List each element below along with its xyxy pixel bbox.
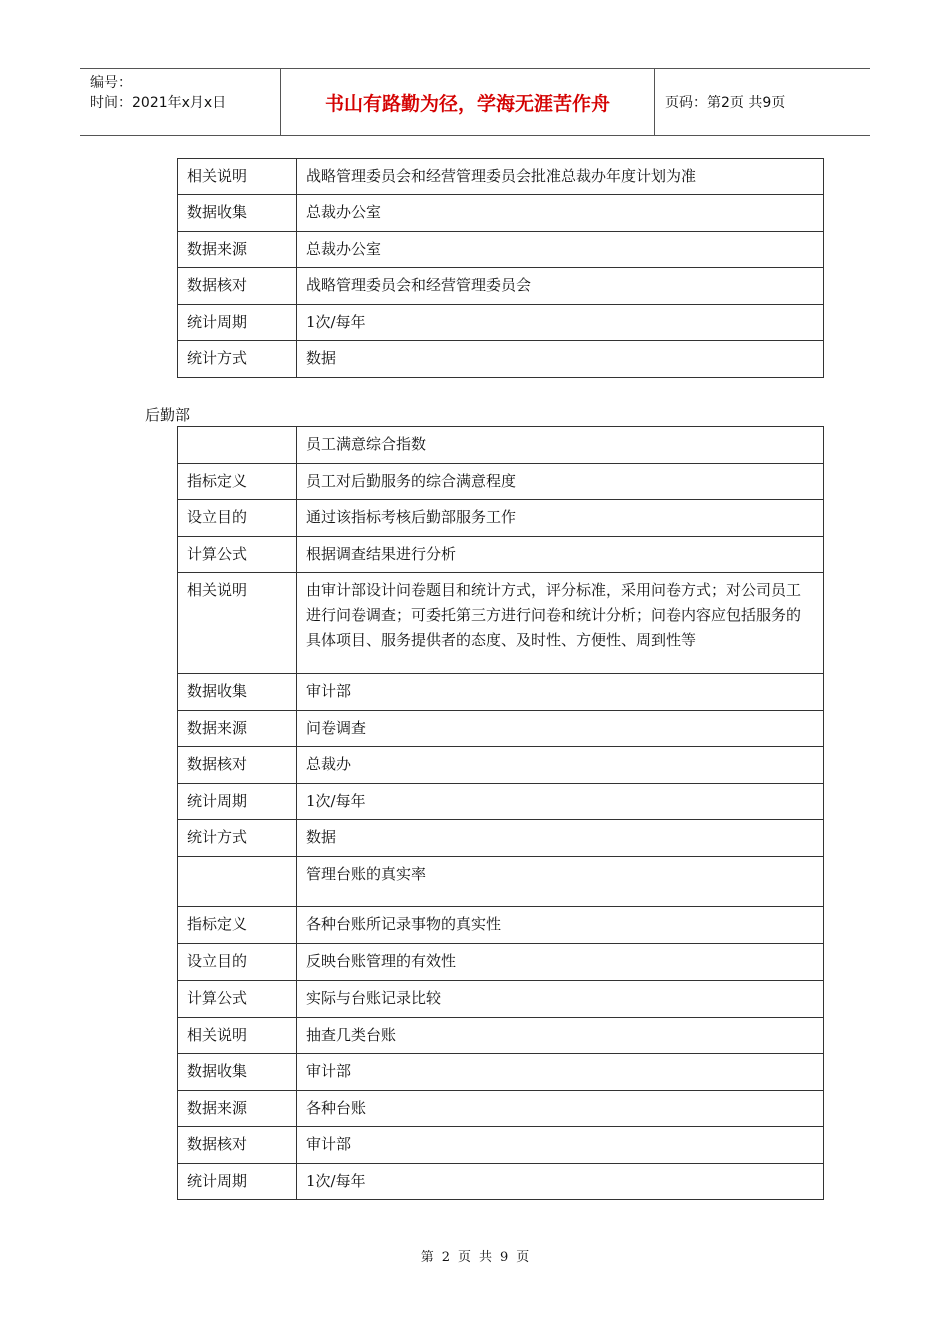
row-label: 数据来源: [178, 232, 297, 268]
row-label: 设立目的: [178, 944, 297, 981]
row-value: 员工对后勤服务的综合满意程度: [297, 464, 824, 500]
footer-di: 第: [420, 1250, 434, 1265]
table-row: [178, 907, 824, 944]
row-label: 数据核对: [178, 268, 297, 305]
header-motto: 书山有路勤为径，学海无涯苦作舟: [281, 69, 655, 135]
footer-gong: 共: [479, 1250, 493, 1265]
section-title: 后勤部: [145, 406, 191, 424]
indicator-table-top: [177, 158, 824, 378]
table-row: [178, 537, 824, 573]
row-label: 数据来源: [178, 1091, 297, 1127]
footer-ye: 页: [457, 1250, 471, 1265]
table-row: [178, 427, 824, 464]
document-number-label: 编号：: [90, 75, 132, 91]
row-value: 审计部: [297, 674, 824, 711]
table-row: [178, 232, 824, 268]
row-value: 实际与台账记录比较: [297, 981, 824, 1018]
row-label: 统计方式: [178, 820, 297, 857]
row-label: 数据收集: [178, 1054, 297, 1091]
table-row: [178, 268, 824, 305]
row-label: 相关说明: [178, 1018, 297, 1054]
row-value: 问卷调查: [297, 711, 824, 747]
table-row: [178, 820, 824, 857]
document-time-label: 时间：2021年x月x日: [90, 95, 227, 111]
row-value: 数据: [297, 820, 824, 857]
table-row: [178, 159, 824, 195]
row-value: 总裁办公室: [297, 195, 824, 232]
page-footer: [0, 1246, 950, 1265]
row-value: 根据调查结果进行分析: [297, 537, 824, 573]
row-value: 各种台账: [297, 1091, 824, 1127]
row-value: 1次/每年: [297, 1164, 824, 1200]
indicator-table-logistics: [177, 426, 824, 1200]
table-row: [178, 1018, 824, 1054]
table-row: [178, 464, 824, 500]
row-value: 抽查几类台账: [297, 1018, 824, 1054]
row-label: 统计方式: [178, 341, 297, 378]
row-label: 统计周期: [178, 1164, 297, 1200]
table-row: [178, 674, 824, 711]
page-header: [80, 68, 870, 136]
row-value: 数据: [297, 341, 824, 378]
row-value: 审计部: [297, 1127, 824, 1164]
row-label: 指标定义: [178, 464, 297, 500]
table-row: [178, 573, 824, 674]
row-value: 审计部: [297, 1054, 824, 1091]
footer-total-pages: 9: [500, 1250, 509, 1265]
header-page-info: 页码：第2页 共9页: [665, 95, 786, 111]
row-label: 数据收集: [178, 195, 297, 232]
row-label: 相关说明: [178, 159, 297, 195]
row-label: 设立目的: [178, 500, 297, 537]
row-value: 战略管理委员会和经营管理委员会: [297, 268, 824, 305]
row-value: 通过该指标考核后勤部服务工作: [297, 500, 824, 537]
row-label: 计算公式: [178, 981, 297, 1018]
table-row: [178, 747, 824, 784]
table-row: [178, 195, 824, 232]
header-meta: [80, 69, 281, 135]
table-row: [178, 1091, 824, 1127]
row-value: 1次/每年: [297, 784, 824, 820]
row-label: 数据来源: [178, 711, 297, 747]
row-value: 战略管理委员会和经营管理委员会批准总裁办年度计划为准: [297, 159, 824, 195]
row-value: 1次/每年: [297, 305, 824, 341]
row-value: 总裁办公室: [297, 232, 824, 268]
row-label: 计算公式: [178, 537, 297, 573]
table-row: [178, 944, 824, 981]
footer-ye2: 页: [516, 1250, 530, 1265]
row-label: 统计周期: [178, 305, 297, 341]
table-row: [178, 341, 824, 378]
row-value: 由审计部设计问卷题目和统计方式，评分标准，采用问卷方式；对公司员工进行问卷调查；可委托第三方进行问卷和统计分析；问卷内容应包括服务的具体项目、服务提供者的态度、及时性、方便性、周到性等: [297, 573, 824, 674]
row-label: 指标定义: [178, 907, 297, 944]
table-row: [178, 711, 824, 747]
indicator-name: 员工满意综合指数: [297, 427, 824, 464]
table-row: [178, 1164, 824, 1200]
row-label: 相关说明: [178, 573, 297, 674]
footer-page-number: 2: [441, 1250, 450, 1265]
row-label: 统计周期: [178, 784, 297, 820]
row-label: [178, 857, 297, 907]
table-row: [178, 1054, 824, 1091]
row-value: 总裁办: [297, 747, 824, 784]
table-row: [178, 784, 824, 820]
indicator-name: 管理台账的真实率: [297, 857, 824, 907]
row-value: 反映台账管理的有效性: [297, 944, 824, 981]
table-row: [178, 500, 824, 537]
row-label: 数据收集: [178, 674, 297, 711]
table-row: [178, 305, 824, 341]
table-row: [178, 981, 824, 1018]
table-row: [178, 1127, 824, 1164]
row-label: 数据核对: [178, 747, 297, 784]
table-row: [178, 857, 824, 907]
row-value: 各种台账所记录事物的真实性: [297, 907, 824, 944]
row-label: 数据核对: [178, 1127, 297, 1164]
row-label: [178, 427, 297, 464]
